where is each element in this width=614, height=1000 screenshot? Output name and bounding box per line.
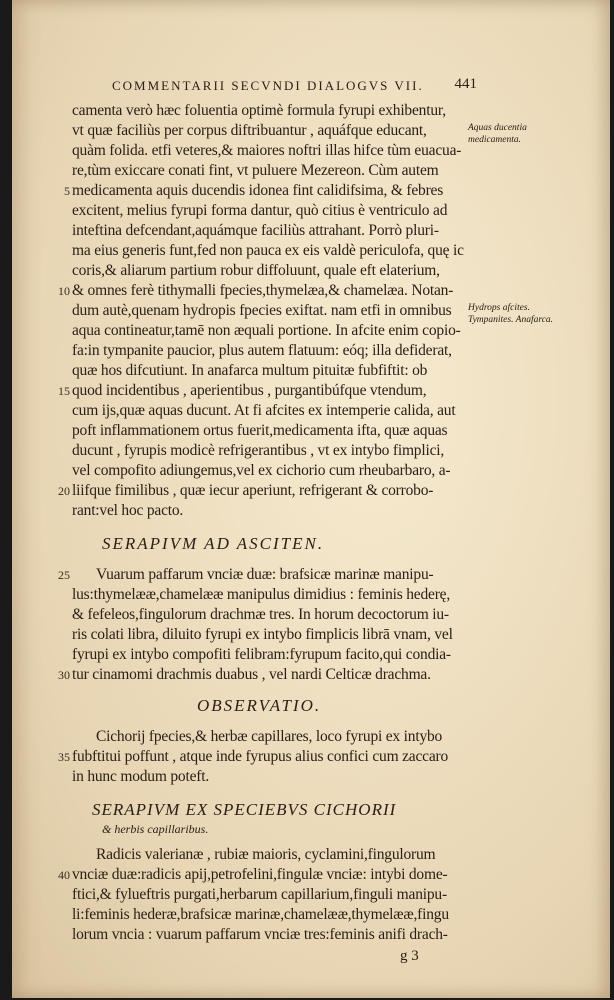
book-page <box>12 0 610 998</box>
text-line: ris colati libra, diluito fyrupi ex intybo fimplicis librā vnam, vel <box>72 626 453 643</box>
marginal-note: Hydrops afcites. Tympanites. Anafarca. <box>468 303 554 325</box>
text-line: quæ hos difcutiunt. In anafarca multum pituitæ fubfiftit: ob <box>72 362 428 379</box>
text-line: ducunt , fyrupis modicè refrigerantibus , vt ex intybo fimplici, <box>72 442 445 459</box>
text-line: vel compofito adiungemus,vel ex cichorio cum rheubarbaro, a- <box>72 462 451 479</box>
text-line: li:feminis hederæ,brafsicæ marinæ,chamelææ,thymelææ,fingu <box>72 906 449 923</box>
text-line: coris,& aliarum partium robur diffoluunt, quale eft elaterium, <box>72 262 440 279</box>
text-line: in hunc modum poteft. <box>72 768 210 785</box>
text-line: lorum vncia : vuarum paffarum vnciæ tres:feminis anifi drach- <box>72 926 448 943</box>
text-line: Radicis valerianæ , rubiæ maioris, cyclamini,fingulorum <box>96 846 436 863</box>
text-line: poft inflammationem ortus fuerit,medicamenta ifta, quæ aquas <box>72 422 448 439</box>
text-line: camenta verò hæc foluentia optimè formula fyrupi exhibentur, <box>72 102 446 119</box>
text-line: inteftina defcendant,aquámque faciliùs attrahant. Porrò pluri- <box>72 222 439 239</box>
section-heading: SERAPIVM EX SPECIEBVS CICHORII <box>92 800 397 819</box>
line-number: 30 <box>58 668 70 682</box>
text-line: quod incidentibus , aperientibus , purgantibúfque vtendum, <box>72 382 427 399</box>
line-number: 25 <box>58 568 70 582</box>
text-line: & omnes ferè tithymalli fpecies,thymelæa,& chamelæa. Notan- <box>72 282 454 299</box>
text-line: cum ijs,quæ aquas ducunt. At fi afcites ex intemperie calida, aut <box>72 402 456 419</box>
text-line: ftici,& fylueftris purgati,herbarum capillarium,finguli manipu- <box>72 886 447 903</box>
text-line: rant:vel hoc pacto. <box>72 502 184 519</box>
line-number: 10 <box>58 284 70 298</box>
text-line: ma eius generis funt,fed non pauca ex eis valdè periculofa, quę ic <box>72 242 464 259</box>
text-line: fa:in tympanite paucior, plus autem flatuum: eóq; illa defiderat, <box>72 342 452 359</box>
text-line: quàm folida. etfi veteres,& maiores noftri illas hifce tùm euacua- <box>72 142 462 159</box>
text-line: liifque fimilibus , quæ iecur aperiunt, refrigerant & corrobo- <box>72 482 434 499</box>
text-line: fubftitui poffunt , atque inde fyrupus alius confici cum zaccaro <box>72 748 449 765</box>
section-subheading: & herbis capillaribus. <box>102 822 209 836</box>
text-line: & fefeleos,fingulorum drachmæ tres. In horum decoctorum iu- <box>72 606 449 623</box>
section-heading: SERAPIVM AD ASCITEN. <box>102 534 325 553</box>
section-heading: OBSERVATIO. <box>197 696 322 715</box>
text-line: Cichorij fpecies,& herbæ capillares, loco fyrupi ex intybo <box>96 728 443 745</box>
line-number: 15 <box>58 384 70 398</box>
text-line: fyrupi ex intybo compofiti felibram:fyrupum facito,qui condia- <box>72 646 451 663</box>
line-number: 20 <box>58 484 70 498</box>
line-number: 40 <box>58 868 70 882</box>
text-line: Vuarum paffarum vnciæ duæ: brafsicæ marinæ manipu- <box>96 566 434 583</box>
text-line: lus:thymelææ,chamelææ manipulus dimidius : feminis hederę, <box>72 586 451 603</box>
text-line: medicamenta aquis ducendis idonea fint calidifsima, & febres <box>72 182 444 199</box>
text-line: excitent, melius fyrupi forma dantur, quò citius è ventriculo ad <box>72 202 448 219</box>
text-line: dum autè,quenam hydropis fpecies exiftat. nam etfi in omnibus <box>72 302 452 319</box>
line-number: 35 <box>58 750 70 764</box>
text-line: aqua contineatur,tamē non æquali portione. In afcite enim copio- <box>72 322 461 339</box>
signature-mark: g 3 <box>400 948 419 964</box>
text-line: vt quæ faciliùs per corpus diftribuantur , aquáfque educant, <box>72 122 427 139</box>
marginal-note: Aquas ducentia medicamenta. <box>468 123 527 145</box>
line-number: 5 <box>64 184 70 198</box>
text-line: vnciæ duæ:radicis apij,petrofelini,fingulæ vnciæ: intybi dome- <box>72 866 448 883</box>
page-number: 441 <box>454 76 477 92</box>
text-line: tur cinamomi drachmis duabus , vel nardi Celticæ drachma. <box>72 666 431 683</box>
running-title: COMMENTARII SECVNDI DIALOGVS VII. <box>112 78 424 93</box>
text-line: re,tùm exiccare conati fint, vt puluere Mezereon. Cùm autem <box>72 162 439 179</box>
